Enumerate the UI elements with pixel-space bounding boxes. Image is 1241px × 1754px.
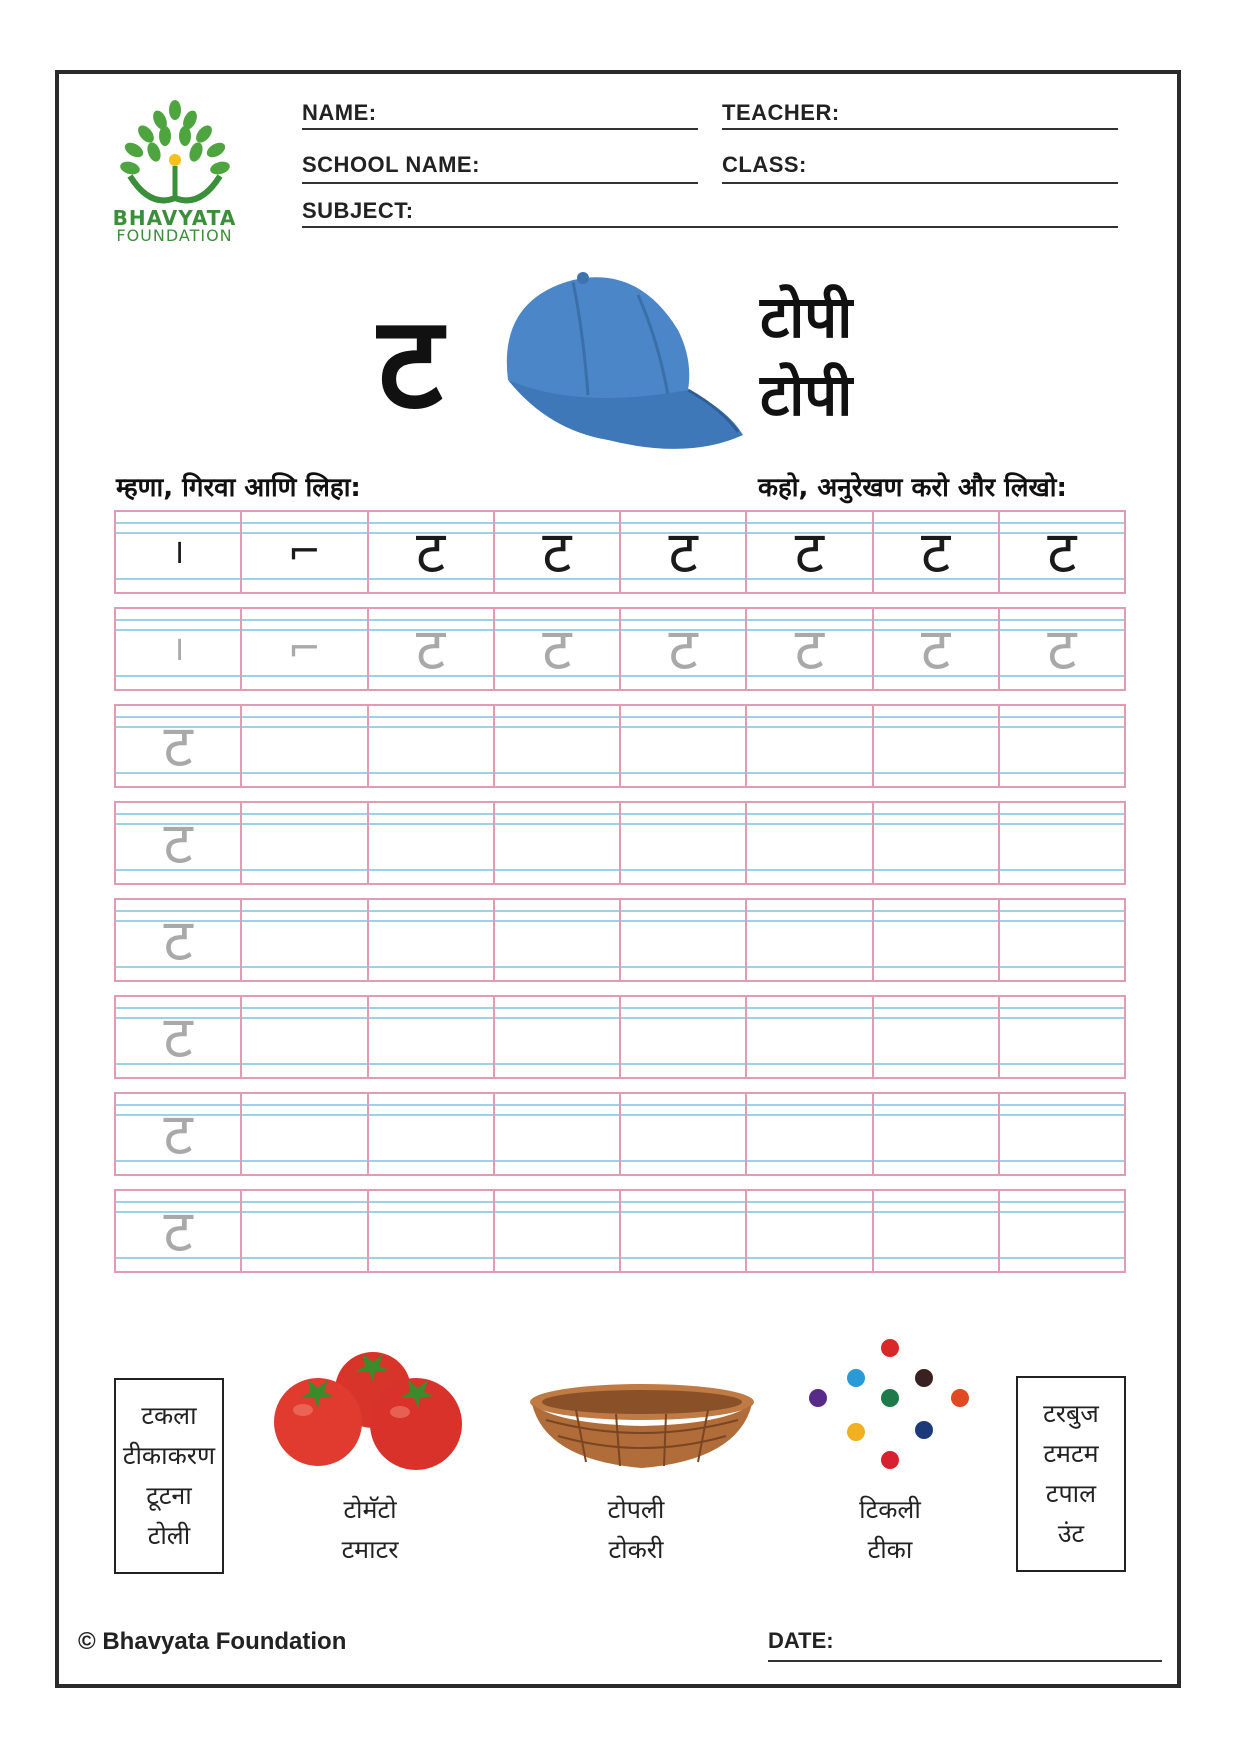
trace-letter: ट [921, 615, 951, 683]
writing-cell[interactable] [747, 997, 873, 1077]
writing-cell[interactable] [1000, 803, 1124, 883]
word-item: टपाल [1045, 1479, 1097, 1508]
trace-cell[interactable] [369, 609, 495, 689]
writing-cell[interactable] [242, 706, 368, 786]
writing-cell[interactable] [1000, 1094, 1124, 1174]
practice-cell [1000, 512, 1124, 592]
name-field[interactable] [302, 128, 698, 130]
trace-step-1: । [171, 629, 185, 669]
right-word-box [1016, 1376, 1126, 1572]
hero-letter: ट [378, 289, 443, 438]
writing-cell[interactable] [369, 900, 495, 980]
trace-cell[interactable] [116, 706, 242, 786]
writing-row [114, 801, 1126, 885]
writing-cell[interactable] [369, 706, 495, 786]
word-item: टीकाकरण [122, 1441, 216, 1470]
writing-row [114, 704, 1126, 788]
word-item: उंट [1057, 1519, 1085, 1548]
trace-letter: ट [1047, 615, 1077, 683]
name-label: NAME: [302, 100, 377, 125]
writing-cell[interactable] [621, 1191, 747, 1271]
tomato-caption [300, 1490, 440, 1570]
word-item: टोकरी [608, 1535, 664, 1564]
writing-cell[interactable] [747, 803, 873, 883]
practice-cell [621, 512, 747, 592]
trace-cell[interactable] [116, 1191, 242, 1271]
trace-letter: ट [163, 1100, 193, 1168]
word-item: टोली [147, 1521, 191, 1550]
practice-row [114, 510, 1126, 594]
school-name-label: SCHOOL NAME: [302, 152, 480, 177]
word-item: टोमॅटो [343, 1495, 397, 1524]
school-name-field[interactable] [302, 182, 698, 184]
writing-cell[interactable] [495, 1191, 621, 1271]
trace-letter: ट [163, 712, 193, 780]
writing-cell[interactable] [874, 900, 1000, 980]
trace-step-2: ⌐ [287, 626, 322, 672]
subject-field[interactable] [302, 226, 1118, 228]
trace-cell[interactable] [495, 609, 621, 689]
bindi-image [800, 1336, 980, 1476]
word-item: टमटम [1043, 1439, 1099, 1468]
trace-cell[interactable] [1000, 609, 1124, 689]
tomato-image [268, 1340, 468, 1480]
trace-cell[interactable] [874, 609, 1000, 689]
trace-letter: ट [163, 1197, 193, 1265]
writing-cell[interactable] [495, 706, 621, 786]
practice-cell [747, 512, 873, 592]
letter-sample: ट [794, 518, 824, 586]
class-label: CLASS: [722, 152, 807, 177]
writing-cell[interactable] [495, 997, 621, 1077]
practice-cell [874, 512, 1000, 592]
writing-cell[interactable] [242, 997, 368, 1077]
date-label: DATE: [768, 1628, 834, 1653]
practice-cell [116, 512, 242, 592]
writing-cell[interactable] [369, 1094, 495, 1174]
writing-cell[interactable] [369, 997, 495, 1077]
subject-label: SUBJECT: [302, 198, 414, 223]
word-item: टूटना [146, 1481, 192, 1510]
writing-cell[interactable] [747, 900, 873, 980]
trace-letter: ट [542, 615, 572, 683]
writing-cell[interactable] [621, 706, 747, 786]
copyright-text: © Bhavyata Foundation [78, 1628, 347, 1655]
instruction-marathi: म्हणा, गिरवा आणि लिहा: [116, 473, 361, 503]
writing-cell[interactable] [747, 1094, 873, 1174]
stroke-step-3: ट [416, 518, 446, 586]
stroke-step-1: । [171, 532, 185, 572]
writing-cell[interactable] [621, 997, 747, 1077]
stroke-step-2: ⌐ [287, 529, 322, 575]
word-item: टकला [141, 1401, 197, 1430]
word-item: टमाटर [341, 1535, 399, 1564]
writing-cell[interactable] [242, 1191, 368, 1271]
writing-row [114, 995, 1126, 1079]
practice-cell [495, 512, 621, 592]
writing-cell[interactable] [874, 1094, 1000, 1174]
writing-cell[interactable] [874, 997, 1000, 1077]
date-field[interactable] [768, 1660, 1162, 1662]
writing-cell[interactable] [242, 803, 368, 883]
trace-letter: ट [163, 906, 193, 974]
writing-row [114, 1189, 1126, 1273]
trace-letter: ट [668, 615, 698, 683]
instruction-hindi: कहो, अनुरेखण करो और लिखो: [758, 473, 1067, 503]
writing-cell[interactable] [747, 706, 873, 786]
letter-sample: ट [1047, 518, 1077, 586]
trace-cell[interactable] [116, 803, 242, 883]
trace-letter: ट [163, 1003, 193, 1071]
writing-cell[interactable] [1000, 1191, 1124, 1271]
hero-word-marathi: टोपी [760, 283, 853, 351]
writing-row [114, 1092, 1126, 1176]
writing-cell[interactable] [621, 1094, 747, 1174]
writing-cell[interactable] [242, 1094, 368, 1174]
trace-cell[interactable] [116, 1094, 242, 1174]
letter-sample: ट [542, 518, 572, 586]
practice-cell [369, 512, 495, 592]
basket-caption [566, 1490, 706, 1570]
writing-cell[interactable] [242, 900, 368, 980]
writing-cell[interactable] [495, 900, 621, 980]
teacher-label: TEACHER: [722, 100, 840, 125]
writing-cell[interactable] [1000, 900, 1124, 980]
writing-cell[interactable] [621, 900, 747, 980]
trace-cell[interactable] [747, 609, 873, 689]
word-item: टोपली [607, 1495, 665, 1524]
practice-cell [242, 512, 368, 592]
trace-letter: ट [163, 809, 193, 877]
writing-cell[interactable] [874, 1191, 1000, 1271]
writing-cell[interactable] [1000, 706, 1124, 786]
word-item: टरबुज [1043, 1399, 1099, 1428]
trace-cell[interactable] [242, 609, 368, 689]
letter-sample: ट [668, 518, 698, 586]
hero-word-hindi: टोपी [760, 361, 853, 429]
blue-cap-image [488, 270, 748, 460]
practice-grid [114, 510, 1126, 1286]
writing-cell[interactable] [874, 803, 1000, 883]
basket-image [526, 1380, 758, 1476]
trace-cell[interactable] [116, 997, 242, 1077]
logo-subtitle: FOUNDATION [116, 226, 233, 245]
practice-row [114, 607, 1126, 691]
trace-cell[interactable] [116, 609, 242, 689]
writing-cell[interactable] [495, 803, 621, 883]
writing-cell[interactable] [369, 803, 495, 883]
trace-letter: ट [794, 615, 824, 683]
word-item: टीका [867, 1535, 913, 1564]
trace-step-3: ट [416, 615, 446, 683]
letter-sample: ट [921, 518, 951, 586]
class-field[interactable] [722, 182, 1118, 184]
writing-cell[interactable] [1000, 997, 1124, 1077]
trace-cell[interactable] [621, 609, 747, 689]
trace-cell[interactable] [116, 900, 242, 980]
word-item: टिकली [859, 1495, 921, 1524]
writing-row [114, 898, 1126, 982]
writing-cell[interactable] [369, 1191, 495, 1271]
bindi-caption [820, 1490, 960, 1570]
writing-cell[interactable] [747, 1191, 873, 1271]
left-word-box [114, 1378, 224, 1574]
writing-cell[interactable] [495, 1094, 621, 1174]
writing-cell[interactable] [874, 706, 1000, 786]
writing-cell[interactable] [621, 803, 747, 883]
teacher-field[interactable] [722, 128, 1118, 130]
logo-name: BHAVYATA [112, 206, 237, 230]
